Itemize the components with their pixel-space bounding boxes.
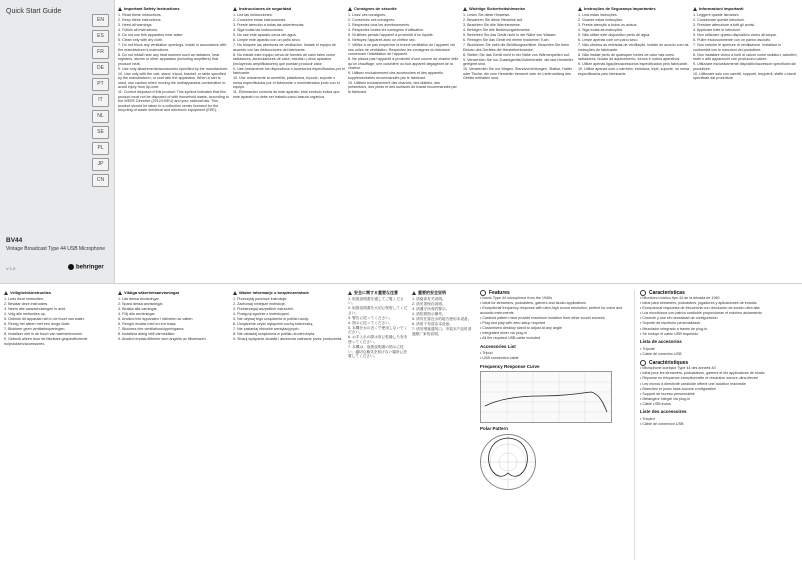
language-tab-jp: JP [92, 158, 109, 171]
instruction-line: 6. Nettoyez l'appareil avec un chiffon sec. [348, 37, 416, 42]
instruction-line: 2. 取扱説明書を大切に保管してください。 [348, 306, 408, 315]
panel-fr [348, 6, 460, 280]
instruction-line: 2. Guarde estas instruções. [578, 17, 624, 22]
instruction-line: 3. 警告に従ってください。 [348, 315, 393, 320]
instruction-line: 8. Stellen Sie das Gerät nicht in der Nähe von Wärmequellen auf. [463, 52, 570, 57]
instruction-line: 2. Conserve estas instrucciones. [233, 17, 287, 22]
language-tab-nl: NL [92, 110, 109, 123]
instruction-line: 1. Lesen Sie diese Hinweise. [463, 12, 511, 17]
instruction-line: 3. Preste atención a todas las advertencias. [233, 22, 305, 27]
feature-item-es: • Los micrófonos con patrón cardioide proporcionan el máximo aislamiento [640, 311, 762, 316]
panel-es [233, 6, 345, 280]
instruction-line: 4. Follow all instructions. [118, 27, 159, 32]
warning-icon [348, 291, 352, 295]
instruction-line: 6. お手入れの際は常に乾燥した布を使ってください。 [348, 335, 408, 344]
frequency-response-title: Frequency Response Curve [480, 363, 540, 369]
instruction-line: 1. Lea las instrucciones. [233, 12, 273, 17]
cover-page [0, 0, 115, 283]
quick-start-title: Quick Start Guide [6, 8, 62, 15]
warning-icon [118, 291, 122, 295]
instruction-line: 6. 请用干布清洁本设备。 [412, 321, 453, 326]
instruction-line: 5. N'utilisez jamais l'appareil à proximité d'un liquide. [348, 32, 434, 37]
features-title: Features [480, 290, 630, 296]
instruction-line: 6. Clean only with dry cloth. [118, 37, 164, 42]
instruction-line: 5. 本機を水の近くで使用しないでください。 [348, 325, 408, 335]
instruction-line: 5. Non utilizzare questo dispositivo vicino all'acqua. [693, 32, 777, 37]
instruction-line: 6. Pulire esclusivamente con un panno asciutto. [693, 37, 772, 42]
section-header: Instruções de Segurança Importantes [578, 7, 690, 12]
instruction-line: 1. Leia estas instruções. [578, 12, 618, 17]
instruction-line: 2. Keep these instructions. [118, 17, 162, 22]
column-divider [634, 290, 635, 560]
instruction-line: 7. Veillez à ne pas empêcher la bonne ventilation de l'appareil via ses ouïes de ventilation. Respectez les consignes du fabricant concernant l'installation de l'appareil. [348, 43, 455, 57]
feature-item: • Plug and play with zero setup required [480, 320, 546, 325]
polar-pattern-svg [481, 435, 535, 489]
instruction-line: 11. Eliminación correcta de este aparato: este símbolo indica que este aparato no debe ser tratado como basura orgánica. [233, 90, 340, 99]
accessory-item: • Tripod [480, 351, 493, 356]
feature-item-es: • Ideal para streamers, podcasters, jugadores y aplicaciones de estudio [640, 301, 757, 306]
accessory-item: • USB connection cable [480, 356, 519, 361]
feature-item-fr: • Microphone iconique Type 44 des années 40 [640, 366, 716, 371]
instruction-line: 4. Applicare tutte le istruzioni. [693, 27, 741, 32]
instruction-line: 3. 请遵守所有的警示。 [412, 306, 450, 311]
instruction-line: 4. 请依照指示操作。 [412, 311, 446, 316]
section-header: 安全に関する重要な注意 [348, 291, 408, 296]
instruction-line: 4. Följ alla anvisningar. [118, 311, 156, 316]
instruction-line: 1. Leggere queste istruzioni. [693, 12, 740, 17]
accessories-es-list [640, 347, 798, 357]
version-label: V 1.0 [6, 266, 16, 271]
instruction-line: 9. Use only attachments/accessories specified by the manufacturer. [118, 66, 229, 71]
instruction-line: 8. Ne placez pas l'appareil à proximité d'une source de chaleur telle qu'un chauffage, une cuisinière ou tout appareil dégageant de la chaleur. [348, 57, 459, 71]
instruction-line: 7. Blokkeer geen ventilatieopeningen. [4, 327, 66, 332]
panel-it [693, 6, 799, 280]
section-header: Consignes de sécurité [348, 7, 460, 12]
instruction-line: 9. Utilize apenas ligações/acessórios especificados pelo fabricante. [578, 62, 689, 67]
instruction-line: 7. Nie zasłaniaj otworów wentylacyjnych. [233, 327, 300, 332]
instruction-line: 7. Do not block any ventilation openings. Install in accordance with the manufacturer's instructions. [118, 43, 227, 52]
instruction-line: 3. Beakta alla varningar. [118, 306, 158, 311]
accessory-item-fr: • Câble de connexion USB [640, 422, 684, 426]
instruction-line: 4. Volg alle instructies op. [4, 311, 46, 316]
features-es-list [640, 296, 798, 336]
features-es-title: Características [640, 290, 798, 296]
instruction-line: 5. Nie używaj tego urządzenia w pobliżu wody. [233, 316, 309, 321]
instruction-line: 6. Limpie este aparato con un paño seco. [233, 37, 301, 42]
instruction-line: 7. No bloquee las aberturas de ventilación. Instale el equipo de acuerdo con las instrucciones del fabricante. [233, 43, 336, 52]
instruction-line: 2. Conservez ces consignes. [348, 17, 396, 22]
feature-item-fr: • Support de bureau personnalisé [640, 391, 695, 396]
instruction-line: 4. Postępuj zgodnie z instrukcjami. [233, 311, 290, 316]
instruction-line: 7. Blockieren Sie nicht die Belüftungsschlitze. Beachten Sie beim Einbau des Gerätes die Herstellerhinweise. [463, 43, 570, 52]
accessories-list [480, 351, 630, 361]
instruction-line: 8. Não instale perto de quaisquer fontes de calor tais como radiadores, bocais de aquecimento, fornos e outros aparelhos. [578, 52, 681, 62]
instruction-line: 7. Não obstrua as entradas de ventilação. Instale de acordo com as instruções do fabricante. [578, 43, 689, 52]
section-header: 重要的安全说明 [412, 291, 472, 296]
section-header: Wichtige Sicherheitshinweise [463, 7, 575, 12]
instruction-line: 9. Use únicamente los dispositivos o accesorios especificados por el fabricante. [233, 66, 345, 76]
accessory-item-fr: • Trépied [640, 416, 655, 421]
accessories-title: Accessories List [480, 343, 516, 349]
instruction-line: 3. Preste atenção a todos os avisos. [578, 22, 638, 27]
feature-item-es: • Se incluye el cable USB requerido [640, 331, 699, 336]
instruction-line: 2. Bewaar deze instructies. [4, 301, 49, 306]
language-tab-es: ES [92, 30, 109, 43]
frequency-response-graph [480, 371, 612, 423]
language-tab-pl: PL [92, 142, 109, 155]
polar-pattern-title: Polar Pattern [480, 426, 509, 432]
instruction-line: 7. Non ostruire le aperture di ventilazione. Installare in conformità con le istruzioni del produttore. [693, 43, 782, 52]
warning-icon [4, 291, 8, 295]
section-header: Ważne informacje o bezpieczeństwie [233, 291, 343, 296]
panel-en [118, 6, 230, 280]
panel-pt [578, 6, 690, 280]
panel-de [463, 6, 575, 280]
features-fr-title: Caractéristiques [640, 360, 798, 366]
section-header: Informazioni importanti [693, 7, 799, 12]
instruction-line: 8. Installeer niet in de buurt van warmtebronnen. [4, 332, 84, 337]
features-es-fr-panel [640, 290, 798, 560]
instruction-line: 5. No use este aparato cerca del agua. [233, 32, 297, 37]
features-fr-list [640, 366, 798, 406]
feature-item-es: • Conecte y use sin necesidad de configuración [640, 316, 718, 321]
panel-jp [348, 290, 408, 560]
feature-item-es: • Excepcional respuesta de frecuencia con resolución de sonido ultra alta [640, 306, 760, 311]
instruction-line: 2. 请妥善保存说明。 [412, 301, 446, 306]
feature-item-es: • Mezclador integrado a través de plug-in [640, 326, 708, 331]
warning-icon [463, 7, 467, 11]
accessories-fr-list [640, 417, 798, 427]
feature-item-fr: • Mélangeur intégré via plug-in [640, 396, 690, 401]
section-header: Veiligheidsinstructies [4, 291, 112, 296]
instruction-line: 2. Spara dessa anvisningar. [118, 301, 164, 306]
instruction-line: 4. Siga todas as instruções. [578, 27, 624, 32]
instruction-line: 1. Przeczytaj poniższe instrukcje. [233, 296, 288, 301]
warning-icon [578, 7, 582, 11]
instruction-line: 9. Verwenden Sie nur Zusatzgeräte/Zubehörteile, die laut Hersteller geeignet sind. [463, 57, 574, 67]
instruction-line: 11. Correct disposal of this product: This symbol indicates that this product must not be disposed of with household waste, according to the WEEE Directive (2012/19/EU) and your national law. This product should be taken to a collection center licensed for the recycling of waste electrical and electronic equipment (EEE). [118, 90, 229, 113]
accessory-item-es: • Trípode [640, 346, 655, 351]
instruction-line: 10. Use only with the cart, stand, tripod, bracket, or table specified by the manufacturer, or sold with the apparatus. When a cart is used, use caution when moving the cart/apparatus combination to avoid injury from tip-over. [118, 71, 226, 90]
section-header: Viktiga säkerhetsanvisningar [118, 291, 228, 296]
instruction-line: 9. Gebruik alleen door de fabrikant gespecificeerde hulpstukken/accessoires. [4, 337, 88, 346]
features-panel [480, 290, 630, 560]
instruction-line: 4. Siga todas las instrucciones. [233, 27, 284, 32]
feature-item: • Cardioid pattern mics provide maximum isolation from other sound sources [480, 315, 605, 320]
brand-logo [68, 264, 104, 271]
instruction-line: 8. Installera aldrig intill värmekällor. [118, 332, 176, 337]
feature-item: • Ideal for streamers, podcasters, gamers and studio applications [480, 301, 587, 306]
product-subtitle: Vintage Broadcast Type 44 USB Microphone [6, 246, 106, 252]
instruction-line: 7. 本機は、取扱説明書の指示に従い、適切な換気を妨げない場所に設置してください。 [348, 345, 407, 359]
instruction-line: 10. Utilisez exclusivement des chariots, des diables, des présentoirs, des pieds et des surfaces de travail recommandés par le fabricant. [348, 80, 457, 94]
instruction-line: 9. Utilizzare esclusivamente dispositivi/accessori specificati dal produttore. [693, 62, 796, 71]
instruction-line: 5. Betreiben Sie das Gerät nicht in der Nähe von Wasser. [463, 32, 557, 37]
instruction-line: 9. Stosuj wyłącznie dodatki i akcesoria zalecane przez producenta. [233, 337, 343, 342]
instruction-line: 10. Use únicamente la carretilla, plataforma, trípode, soporte o mesa especificados por el fabricante o suministrados junto con el equipo. [233, 76, 340, 90]
feature-item-fr: • Câble USB inclus [640, 401, 672, 406]
warning-icon [348, 7, 352, 11]
instruction-line: 3. Heed all warnings. [118, 22, 153, 27]
instruction-line: 3. Przestrzegaj wszystkich ostrzeżeń. [233, 306, 295, 311]
page-divider [0, 283, 802, 284]
section-header: Important Safety Instructions [118, 7, 230, 12]
instruction-line: 6. Rengör endast med en torr trasa. [118, 321, 177, 326]
instruction-line: 2. Bewahren Sie diese Hinweise auf. [463, 17, 524, 22]
language-tab-fr: FR [92, 46, 109, 59]
instruction-line: 1. 请阅读有关说明。 [412, 296, 446, 301]
instruction-line: 1. 取扱説明書を通してご覧ください。 [348, 296, 404, 305]
feature-item-fr: • Idéal pour les streamers, podcasteurs, gamers et les applications de studio [640, 371, 765, 376]
instruction-line: 1. Lees deze instructies. [4, 296, 44, 301]
warning-icon [412, 291, 416, 295]
feature-item-fr: • Branchez et jouez sans aucune configuration [640, 386, 716, 391]
panel-cn [412, 290, 472, 560]
language-tab-en: EN [92, 14, 109, 27]
language-tab-se: SE [92, 126, 109, 139]
instruction-line: 2. Zachowaj niniejsze instrukcje. [233, 301, 286, 306]
instruction-line: 5. Não utilize este dispositivo perto de água. [578, 32, 651, 37]
accessories-es-title: Lista de accesorios [640, 339, 682, 345]
instruction-line: 3. Prestare attenzione a tutti gli avvisi. [693, 22, 756, 27]
section-header: Instrucciones de seguridad [233, 7, 345, 12]
feature-item-fr: • Réponse en fréquence exceptionnelle et résolution sonore ultra-élevée [640, 376, 758, 381]
instruction-line: 4. 指示に従ってください。 [348, 320, 393, 325]
instruction-line: 3. Respectez tous les avertissements. [348, 22, 411, 27]
instruction-line: 6. Urządzenie czyść wyłącznie suchą ściereczką. [233, 321, 314, 326]
polar-pattern-graph [480, 434, 536, 490]
panel-pl [233, 290, 343, 560]
panel-se [118, 290, 228, 560]
instruction-line: 6. Limpe apenas com um pano seco. [578, 37, 639, 42]
warning-icon [233, 7, 237, 11]
feature-item-es: • Soporte de escritorio personalizado [640, 321, 701, 326]
instruction-line: 5. 请勿在靠近水的地方使用本设备。 [412, 316, 472, 321]
instruction-line: 8. Non installare vicino a fonti di calore come radiatori, caloriferi, stufe o altri apparecchi che producono calore. [693, 52, 798, 62]
instruction-line: 9. Utilisez exclusivement des accessoires et des appareils supplémentaires recommandés par le fabricant. [348, 71, 443, 80]
language-tabs [92, 14, 108, 190]
language-tab-cn: CN [92, 174, 109, 187]
accessories-fr-title: Liste des accessoires [640, 409, 687, 415]
instruction-line: 2. Conservare queste istruzioni. [693, 17, 745, 22]
instruction-line: 10. Utilizzare solo con carrelli, supporti, treppiedi, staffe o tavoli specificati dal produttore. [693, 71, 797, 81]
instruction-line: 8. No instale este equipo cerca de fuentes de calor tales como radiadores, acumuladores de calor, estufas u otros aparatos (incluyendo amplificadores) que puedan producir calor. [233, 52, 335, 66]
instruction-line: 5. Gebruik dit apparaat niet in de buurt van water. [4, 316, 85, 321]
features-list [480, 296, 630, 341]
feature-item: • Iconic Type 44 microphone from the 1940s [480, 296, 552, 300]
feature-item: • Integrated mixer via plug-in [480, 331, 527, 336]
instruction-line: 8. Do not install near any heat sources such as radiators, heat registers, stoves or other apparatus (including amplifiers) that produce heat. [118, 52, 220, 66]
instruction-line: 3. Neem alle waarschuwingen in acht. [4, 306, 67, 311]
instruction-line: 5. Använd inte apparaten i närheten av vatten. [118, 316, 194, 321]
instruction-line: 1. Read these instructions. [118, 12, 162, 17]
warning-icon [693, 7, 697, 11]
instruction-line: 3. Beachten Sie alle Warnhinweise. [463, 22, 521, 27]
brand-name: behringer [76, 264, 104, 271]
feature-item-es: • Micrófono icónico tipo 44 de la década de 1940 [640, 296, 720, 300]
product-model: BV44 [6, 237, 23, 244]
language-tab-de: DE [92, 62, 109, 75]
instruction-line: 6. Reinig het alleen met een droge doek. [4, 321, 71, 326]
instruction-line: 5. Do not use this apparatus near water. [118, 32, 184, 37]
instruction-line: 1. Läs dessa anvisningar. [118, 296, 160, 301]
instruction-line: 6. Reinigen Sie das Gerät mit einem trockenen Tuch. [463, 37, 550, 42]
frequency-response-svg [481, 372, 611, 422]
language-tab-pt: PT [92, 78, 109, 91]
instruction-line: 7. 请勿堵塞通风口。安装本产品时请遵照厂家的说明。 [412, 327, 472, 336]
instruction-line: 4. Befolgen Sie alle Bedienungshinweise. [463, 27, 531, 32]
instruction-line: 8. Nie ustawiaj urządzenia w pobliżu źródeł ciepła. [233, 332, 316, 337]
accessory-item-es: • Cable de conexión USB [640, 351, 682, 356]
feature-item: • All the required USB cable included [480, 336, 541, 341]
warning-icon [118, 7, 122, 11]
brand-logo-icon [68, 264, 74, 270]
instruction-line: 1. Lisez ces consignes. [348, 12, 387, 17]
language-tab-it: IT [92, 94, 109, 107]
instruction-line: 10. Verwenden Sie nur Wagen, Standvorrichtungen, Stative, Halter oder Tische, die vom Hersteller benannt oder im Lieferumfang des Geräts enthalten sind. [463, 67, 573, 81]
warning-icon [233, 291, 237, 295]
feature-item-fr: • Les micros à directivité cardioïde offrent une isolation maximale [640, 381, 746, 386]
feature-item: • Exceptional frequency response with ultra-high sound resolution, perfect for voice and acoustic instruments [480, 306, 623, 315]
instruction-line: 7. Blockera inte ventilationsöppningarna. [118, 327, 185, 332]
instruction-line: 9. Använd endast tillbehör som angivits av tillverkaren. [118, 337, 207, 342]
feature-item: • Customized desktop stand to adjust at any angle [480, 325, 562, 330]
instruction-line: 4. Respectez toutes les consignes d'utilisation. [348, 27, 425, 32]
instruction-line: 10. Utilize apenas com o carrinho, estrutura, tripé, suporte, ou mesa especificados pelo fabricante. [578, 67, 690, 76]
panel-nl [4, 290, 112, 560]
